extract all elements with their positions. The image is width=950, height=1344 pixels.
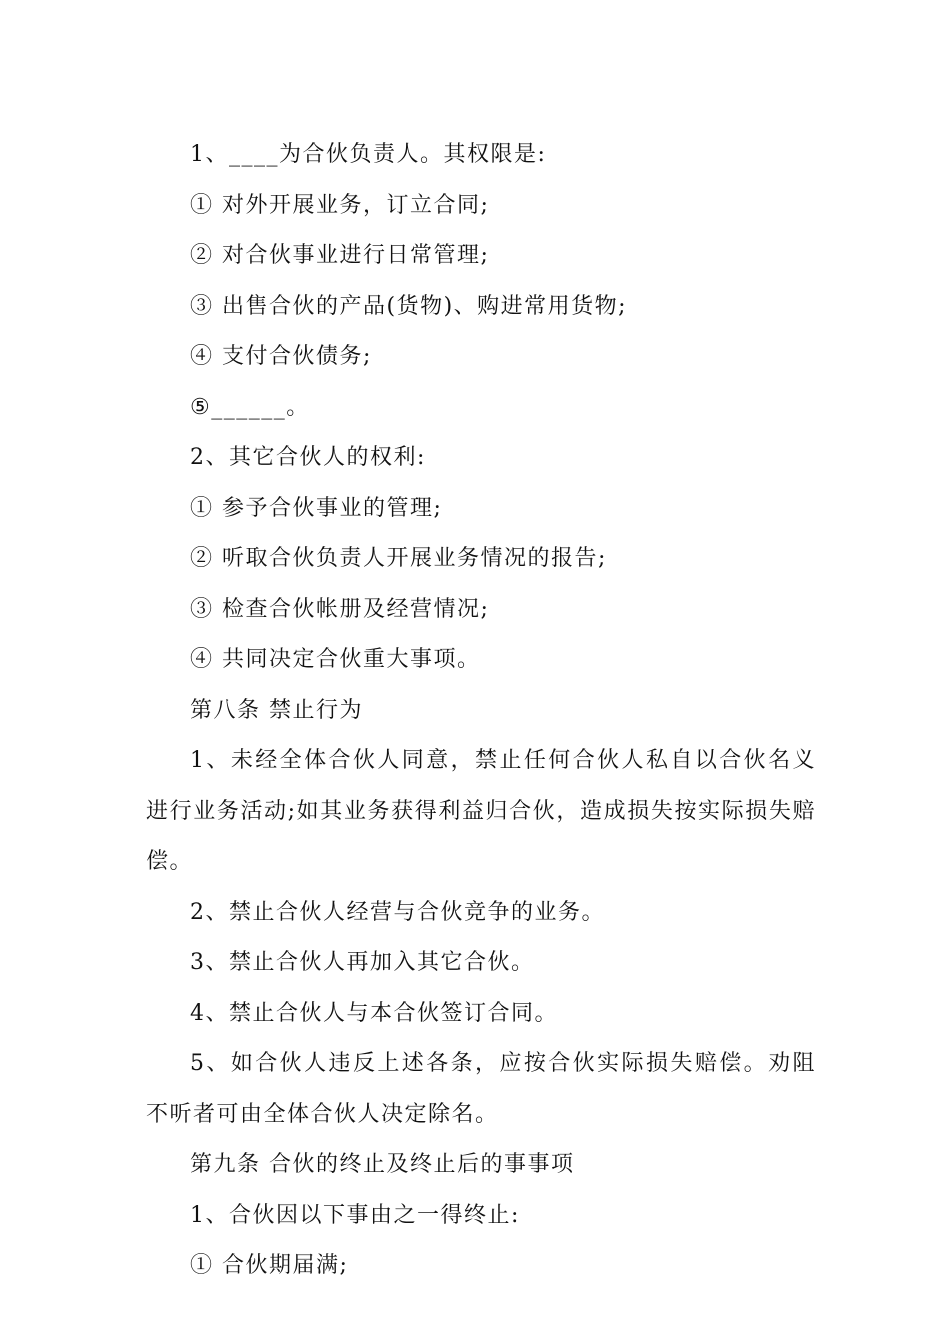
clause-9-item-1: 1、合伙因以下事由之一得终止:: [190, 1202, 520, 1228]
item-1-4: ④ 支付合伙债务;: [190, 344, 372, 369]
clause-8-item-5: 5、如合伙人违反上述各条，应按合伙实际损失赔偿。劝阻不听者可由全体合伙人决定除名。: [146, 1051, 816, 1127]
item-2-1: ① 参予合伙事业的管理;: [190, 495, 443, 521]
item-2-4: ④ 共同决定合伙重大事项。: [190, 647, 481, 672]
clause-9-item-1-1: ① 合伙期届满;: [190, 1253, 349, 1278]
item-1-2: ② 对合伙事业进行日常管理;: [190, 243, 490, 268]
item-1-3: ③ 出售合伙的产品(货物)、购进常用货物;: [190, 293, 628, 319]
clause-8-item-1: 1、未经全体合伙人同意，禁止任何合伙人私自以合伙名义进行业务活动;如其业务获得利益归合伙，造成损失按实际损失赔偿。: [146, 748, 816, 874]
clause-8-item-2: 2、禁止合伙人经营与合伙竞争的业务。: [190, 899, 605, 925]
item-2-3: ③ 检查合伙帐册及经营情况;: [190, 596, 490, 622]
document-body: [146, 130, 816, 1292]
clause-7-item-2: 2、其它合伙人的权利:: [190, 445, 426, 470]
clause-9-heading: 第九条 合伙的终止及终止后的事事项: [190, 1152, 575, 1177]
clause-8-item-4: 4、禁止合伙人与本合伙签订合同。: [190, 1000, 558, 1026]
clause-7-item-1: 1、____为合伙负责人。其权限是:: [190, 142, 547, 167]
item-1-5: ⑤______。: [190, 394, 310, 420]
item-2-2: ② 听取合伙负责人开展业务情况的报告;: [190, 546, 607, 571]
clause-8-item-3: 3、禁止合伙人再加入其它合伙。: [190, 950, 535, 975]
item-1-1: ① 对外开展业务，订立合同;: [190, 192, 490, 218]
clause-8-heading: 第八条 禁止行为: [190, 697, 363, 723]
